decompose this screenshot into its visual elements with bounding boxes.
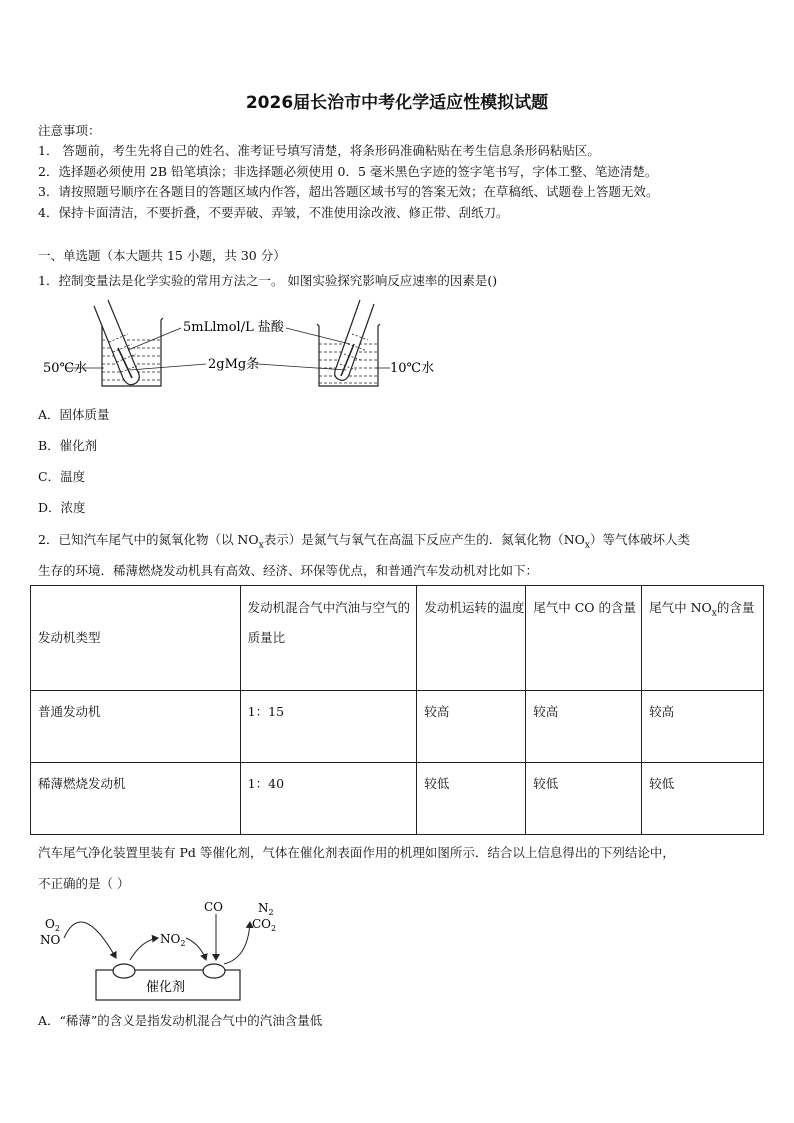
table-cell: 较高 — [417, 691, 526, 763]
table-row — [31, 691, 764, 763]
leader-line — [130, 364, 206, 370]
section-heading: 一、单选题（本大题共 15 小题，共 30 分） — [38, 248, 286, 263]
cold-water-label: 10℃水 — [390, 361, 435, 376]
table-row — [31, 763, 764, 835]
notice-item: 3．请按照题号顺序在各题目的答题区域内作答，超出答题区域书写的答案无效；在草稿纸、试题卷上答题无效。 — [38, 184, 659, 199]
table-header-cell: 尾气中 $NO_x$的含量 — [642, 586, 764, 691]
table-header-cell: 发动机混合气中汽油与空气的质量比 — [240, 586, 417, 691]
hot-water-label: 50℃水 — [43, 361, 88, 376]
co2-label: $CO_2$ — [252, 917, 277, 933]
beaker-experiment-figure — [38, 298, 458, 398]
arrow-no2-out — [130, 938, 158, 960]
question-2-prompt: 不正确的是（ ） — [38, 876, 130, 891]
page-title: 2026届长治市中考化学适应性模拟试题 — [245, 93, 549, 113]
acid-label: 5mLlmol/L 盐酸 — [183, 320, 284, 335]
option-a: A．固体质量 — [38, 407, 110, 422]
question-2-option-a: A．“稀薄”的含义是指发动机混合气中的汽油含量低 — [38, 1013, 323, 1028]
leader-line — [286, 328, 350, 344]
question-2-stem-continued: 生存的环境．稀薄燃烧发动机具有高效、经济、环保等优点，和普通汽车发动机对比如下： — [38, 563, 539, 578]
arrow-products — [224, 922, 250, 964]
table-cell: 较低 — [526, 763, 642, 835]
co-label: CO — [204, 900, 224, 914]
question-2-stem: 2．已知汽车尾气中的氮氧化物（以 $NO_x$表示）是氮气与氧气在高温下反应产生的．氮氧化物$(NO_x)$等气体破坏人类 — [38, 532, 690, 551]
leader-line — [258, 364, 346, 370]
catalyst-label: 催化剂 — [146, 980, 186, 995]
notice-item: 2．选择题必须使用 2B 铅笔填涂；非选择题必须使用 0．5 毫米黑色字迹的签字笔书写，字体工整、笔迹清楚。 — [38, 164, 658, 179]
notice-heading: 注意事项： — [38, 123, 101, 138]
question-2-context: 汽车尾气净化装置里装有 Pd 等催化剂，气体在催化剂表面作用的机理如图所示．结合以上信息得出的下列结论中， — [38, 845, 675, 860]
option-d: D．浓度 — [38, 500, 86, 515]
n2-label: $N_2$ — [258, 901, 274, 917]
table-cell: 1：15 — [240, 691, 417, 763]
o2-label: $O_2$ — [45, 917, 60, 933]
arrow-o2-no — [64, 922, 116, 958]
table-header-cell: 发动机运转的温度 — [417, 586, 526, 691]
leader-line — [128, 328, 181, 350]
table-header-row — [31, 586, 764, 691]
catalyst-mechanism-figure — [38, 896, 298, 1008]
option-c: C．温度 — [38, 469, 86, 484]
table-header-cell: 发动机类型 — [31, 586, 241, 691]
option-b: B．催化剂 — [38, 438, 98, 453]
active-site-1 — [113, 964, 135, 978]
mg-label: 2gMg条 — [208, 357, 260, 372]
notice-item: 4．保持卡面清洁，不要折叠，不要弄破、弄皱，不准使用涂改液、修正带、刮纸刀。 — [38, 205, 509, 220]
table-cell: 较高 — [526, 691, 642, 763]
arrow-no2-in — [186, 938, 206, 960]
engine-comparison-table — [30, 585, 764, 835]
no2-label: $NO_2$ — [160, 932, 186, 948]
table-cell: 1：40 — [240, 763, 417, 835]
question-1-stem: 1．控制变量法是化学实验的常用方法之一。 如图实验探究影响反应速率的因素是() — [38, 273, 498, 288]
table-cell: 较低 — [417, 763, 526, 835]
no-label: NO — [40, 933, 61, 947]
table-cell: 稀薄燃烧发动机 — [31, 763, 241, 835]
table-cell: 普通发动机 — [31, 691, 241, 763]
table-header-cell: 尾气中 CO 的含量 — [526, 586, 642, 691]
active-site-2 — [203, 964, 225, 978]
left-test-tube — [94, 300, 139, 385]
notice-item: 1． 答题前，考生先将自己的姓名、准考证号填写清楚，将条形码准确粘贴在考生信息条形码粘贴区。 — [38, 143, 600, 158]
table-cell: 较低 — [642, 763, 764, 835]
table-cell: 较高 — [642, 691, 764, 763]
